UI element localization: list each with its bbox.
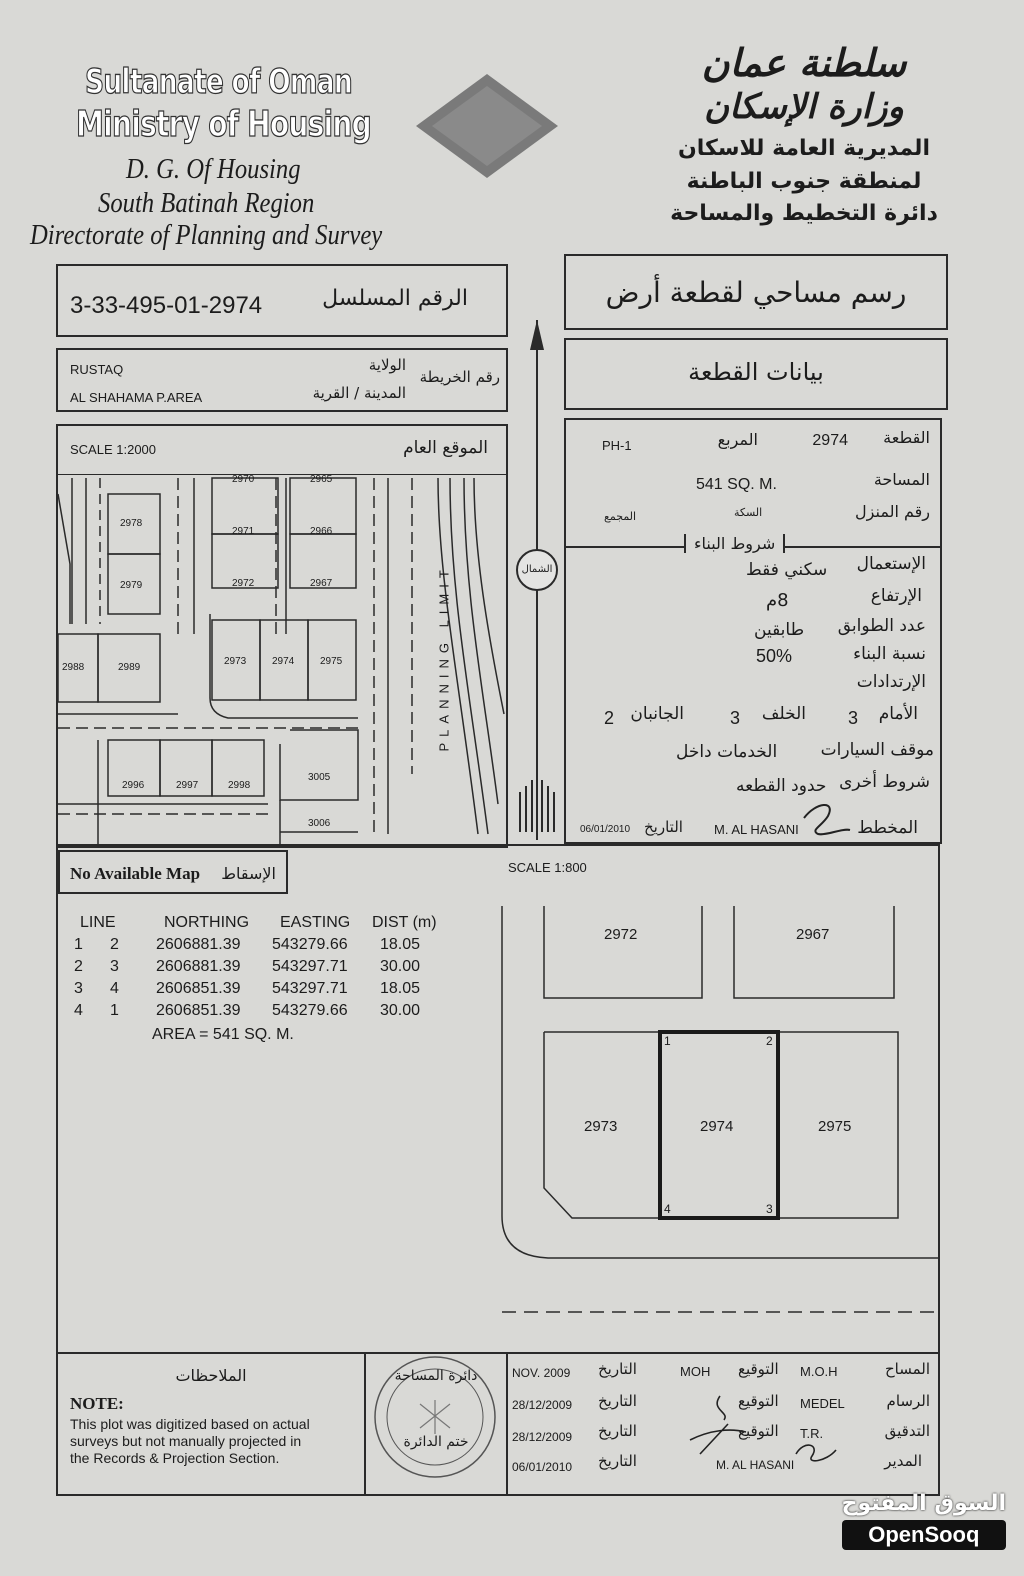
use-label: الإستعمال: [856, 554, 926, 574]
projection-label-ar: الإسقاط: [221, 864, 276, 883]
plot-block: PH-1: [602, 438, 632, 453]
map-number-label: رقم الخريطة: [419, 368, 500, 386]
height-value: 8م: [766, 590, 789, 611]
stamp-top-text: دائرة المساحة: [394, 1368, 478, 1384]
ratio-value: 50%: [756, 646, 793, 666]
detail-plot-2967: 2967: [796, 926, 830, 943]
row-role: الرسام: [886, 1392, 930, 1410]
other-conditions-value: حدود القطعه: [736, 776, 827, 796]
planner-signature: [796, 798, 856, 838]
row-date-label: التاريخ: [598, 1360, 637, 1378]
coord-to: 4: [110, 980, 119, 997]
conditions-title: شروط البناء: [684, 534, 785, 553]
row-date: 28/12/2009: [512, 1398, 573, 1412]
wilayat-label: الولاية: [368, 356, 406, 374]
coord-to: 2: [110, 936, 119, 953]
coord-to: 1: [110, 1002, 119, 1019]
coord-northing: 2606881.39: [156, 936, 241, 953]
note-line-1: This plot was digitized based on actual: [70, 1416, 310, 1432]
footer-block: [58, 1352, 938, 1496]
coord-header-easting: EASTING: [280, 914, 351, 931]
region-name: South Batinah Region: [98, 188, 315, 219]
plot-label-2988: 2988: [62, 662, 85, 673]
country-name: Sultanate of Oman: [85, 62, 353, 102]
notes-cell: [58, 1354, 366, 1496]
row-sign: MOH: [680, 1364, 711, 1379]
corner-2: 2: [766, 1034, 773, 1048]
row-sign: M. AL HASANI: [716, 1458, 795, 1472]
plan-date: 06/01/2010: [580, 824, 631, 835]
location-box: [56, 348, 508, 412]
row-name: T.R.: [800, 1426, 824, 1441]
parking-label: موقف السيارات: [820, 740, 934, 760]
north-label: الشمال: [521, 564, 553, 575]
plot-label-2975: 2975: [320, 656, 343, 667]
corner-1: 1: [664, 1034, 671, 1048]
row-role: المساح: [884, 1360, 930, 1378]
directorate-name: Directorate of Planning and Survey: [30, 220, 383, 251]
plot-label-2973: 2973: [224, 656, 247, 667]
planning-limit-label: PLANNING LIMIT: [436, 564, 452, 752]
front-value: 3: [847, 708, 858, 728]
coord-row: [72, 1002, 472, 1024]
plot-label-2970: 2970: [232, 474, 255, 485]
row-date-label: التاريخ: [598, 1422, 637, 1440]
sides-label: الجانبان: [630, 704, 684, 724]
detail-plot-2975: 2975: [818, 1118, 852, 1135]
serial-box: [56, 264, 508, 337]
house-number-label: رقم المنزل: [855, 502, 930, 521]
plot-label-2966: 2966: [310, 526, 333, 537]
row-name: M.O.H: [800, 1364, 838, 1379]
coord-header-dist: DIST (m): [372, 914, 437, 931]
use-value: سكني فقط: [746, 560, 828, 580]
watermark-english: OpenSooq: [842, 1520, 1006, 1550]
coord-dist: 18.05: [380, 936, 421, 953]
opensooq-watermark: [842, 1491, 1006, 1550]
serial-number: 3-33-495-01-2974: [70, 292, 263, 319]
projection-label: No Available Map: [70, 864, 201, 883]
coord-easting: 543279.66: [272, 1002, 348, 1019]
plot-label-2997: 2997: [176, 780, 199, 791]
floors-label: عدد الطوابق: [837, 616, 926, 636]
sides-value: 2: [603, 708, 614, 728]
corner-3: 3: [766, 1202, 773, 1216]
plot-label-2965: 2965: [310, 474, 333, 485]
general-location-scale: SCALE 1:2000: [70, 442, 157, 457]
ministry-logo: [414, 72, 560, 180]
coord-northing: 2606851.39: [156, 1002, 241, 1019]
setbacks-label: الإرتدادات: [856, 672, 926, 692]
coord-header-northing: NORTHING: [164, 914, 250, 931]
coord-from: 1: [74, 936, 83, 953]
header-arabic: [654, 40, 954, 230]
wilayat-value: RUSTAQ: [70, 362, 124, 377]
area-label: المدينة / القرية: [312, 384, 406, 402]
note-line-3: the Records & Projection Section.: [70, 1450, 280, 1466]
planner-label: المخطط: [857, 818, 918, 838]
projection-box: [58, 850, 288, 894]
detail-scale: SCALE 1:800: [508, 860, 587, 875]
notes-label: الملاحظات: [175, 1366, 247, 1385]
height-label: الإرتفاع: [870, 586, 922, 606]
plot-block-label: المربع: [717, 430, 758, 449]
coord-dist: 30.00: [380, 1002, 421, 1019]
serial-label: الرقم المسلسل: [322, 286, 468, 311]
general-location-box: [56, 424, 508, 848]
row-date-label: التاريخ: [598, 1452, 637, 1470]
row-date: NOV. 2009: [512, 1366, 571, 1380]
coord-dist: 18.05: [380, 980, 421, 997]
plot-number: 2974: [812, 432, 848, 449]
plot-label-2989: 2989: [118, 662, 141, 673]
north-arrow: [512, 320, 562, 840]
region-name-ar: لمنطقة جنوب الباطنة: [686, 169, 922, 194]
plot-area: 541 SQ. M.: [696, 476, 777, 493]
street-label: السكة: [734, 506, 763, 519]
back-value: 3: [729, 708, 740, 728]
document-title: رسم مساحي لقطعة أرض: [605, 276, 907, 309]
plot-label-3005: 3005: [308, 772, 331, 783]
note-line-2: surveys but not manually projected in: [70, 1433, 302, 1449]
stamp-cell: [366, 1354, 508, 1496]
plot-label-2967: 2967: [310, 578, 333, 589]
row-date: 28/12/2009: [512, 1430, 573, 1444]
area-value: AL SHAHAMA P.AREA: [70, 390, 203, 405]
coord-dist: 30.00: [380, 958, 421, 975]
back-label: الخلف: [761, 704, 806, 724]
coord-header-line: LINE: [80, 914, 116, 931]
plot-label-3006: 3006: [308, 818, 331, 829]
plot-section-title-box: [564, 338, 948, 410]
row-role: التدقيق: [884, 1422, 930, 1440]
plot-label-2979: 2979: [120, 580, 143, 591]
detail-plot-2973: 2973: [584, 1118, 618, 1135]
row-sign-label: التوقيع: [738, 1422, 779, 1440]
row-date: 06/01/2010: [512, 1460, 573, 1474]
country-name-ar: سلطنة عمان: [701, 41, 907, 85]
plot-section-title: بيانات القطعة: [688, 358, 824, 386]
floors-value: طابقين: [754, 620, 805, 640]
coord-row: [72, 958, 472, 980]
row-sign-label: التوقيع: [738, 1392, 779, 1410]
coord-from: 4: [74, 1002, 83, 1019]
corner-4: 4: [664, 1202, 671, 1216]
ministry-name: Ministry of Housing: [76, 104, 371, 145]
coord-easting: 543279.66: [272, 936, 348, 953]
plot-label-2978: 2978: [120, 518, 143, 529]
detail-plot-2974: 2974: [700, 1118, 734, 1135]
complex-label: المجمع: [604, 510, 637, 523]
parking-value: الخدمات داخل: [676, 742, 778, 762]
signature-table: [510, 1354, 938, 1496]
detail-map: [488, 906, 938, 1326]
coord-easting: 543297.71: [272, 958, 348, 975]
coord-row: [72, 936, 472, 958]
plot-label-2971: 2971: [232, 526, 255, 537]
plan-date-label: التاريخ: [644, 818, 683, 836]
note-title: NOTE:: [70, 1394, 124, 1413]
plot-number-label: القطعة: [883, 428, 930, 447]
other-conditions-label: شروط أخرى: [839, 772, 930, 792]
watermark-arabic: السوق المفتوح: [841, 1491, 1006, 1516]
plot-area-label: المساحة: [873, 470, 930, 489]
signature-scribbles: [670, 1384, 850, 1474]
coord-easting: 543297.71: [272, 980, 348, 997]
detail-plot-2972: 2972: [604, 926, 638, 943]
row-role: المدير: [884, 1452, 922, 1470]
row-date-label: التاريخ: [598, 1392, 637, 1410]
ratio-label: نسبة البناء: [853, 644, 926, 664]
general-location-map: [58, 474, 506, 846]
coord-to: 3: [110, 958, 119, 975]
plot-label-2998: 2998: [228, 780, 251, 791]
general-location-label: الموقع العام: [403, 438, 488, 458]
stamp-bottom-text: ختم الدائرة: [403, 1434, 469, 1450]
plot-label-2972: 2972: [232, 578, 255, 589]
coord-from: 2: [74, 958, 83, 975]
planner-name: M. AL HASANI: [714, 822, 799, 837]
coord-northing: 2606851.39: [156, 980, 241, 997]
document-title-box: [564, 254, 948, 330]
front-label: الأمام: [878, 704, 918, 724]
dg-name: D. G. Of Housing: [126, 154, 301, 185]
coord-row: [72, 980, 472, 1002]
row-sign-label: التوقيع: [738, 1360, 779, 1378]
plot-label-2974: 2974: [272, 656, 295, 667]
coord-area: AREA = 541 SQ. M.: [152, 1026, 294, 1043]
row-name: MEDEL: [800, 1396, 845, 1411]
dg-name-ar: المديرية العامة للاسكان: [677, 136, 930, 161]
directorate-name-ar: دائرة التخطيط والمساحة: [670, 201, 938, 226]
plot-label-2996: 2996: [122, 780, 145, 791]
ministry-name-ar: وزارة الإسكان: [704, 87, 904, 127]
coord-northing: 2606881.39: [156, 958, 241, 975]
coord-from: 3: [74, 980, 83, 997]
lower-panel: [56, 844, 940, 1496]
plot-data-box: [564, 418, 942, 844]
